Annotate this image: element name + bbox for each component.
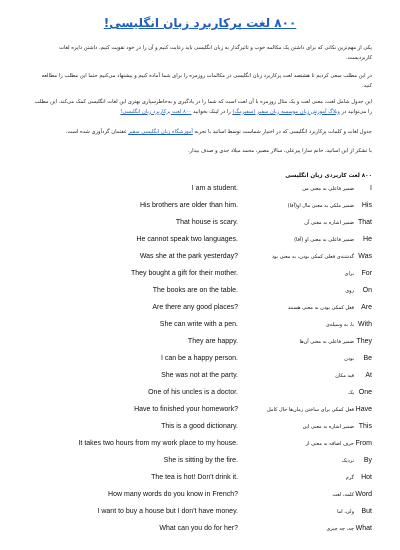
example-sentence: They bought a gift for their mother. xyxy=(130,270,238,277)
example-sentence: She is sitting by the fire. xyxy=(163,457,238,464)
intro-paragraph-3-text-a: این جدول شامل لغت، معنی لغت و یک مثال روزمره با آن لغت است که شما را در یادگیری و به‌خاطرسپاری بهتری این لغات انگلیسی کمک می‌کند. این مطلب را می‌توانید در xyxy=(34,99,372,115)
table-row xyxy=(40,421,372,433)
example-sentence: They are happy. xyxy=(187,338,238,345)
vocabulary-word: But xyxy=(361,508,372,515)
table-row xyxy=(40,387,372,399)
table-row xyxy=(40,217,372,229)
table-row xyxy=(40,353,372,365)
table-row xyxy=(40,319,372,331)
table-row xyxy=(40,268,372,280)
example-sentence: This is a good dictionary. xyxy=(161,423,238,430)
table-heading: ۸۰۰ لغت کاربردی زبان انگلیسی xyxy=(285,173,372,179)
vocabulary-word: What xyxy=(355,525,372,532)
word-meaning: ضمیر فاعلی به معنی من xyxy=(302,186,354,192)
table-row xyxy=(40,404,372,416)
word-meaning: نزدیک xyxy=(341,458,354,464)
intro-paragraph-2: در این مطلب سعی کردیم تا هشتصد لغت پرکاربرد زبان انگلیسی در مکالمات روزمره را برای شما آماده کنیم و پیشنهاد می‌کنیم حتما این مطلب را مطالعه کنید. xyxy=(41,73,372,89)
word-meaning: ضمیر اشاره به معنی آن xyxy=(304,220,354,226)
example-sentence: I want to buy a house but I don't have money. xyxy=(97,508,238,515)
word-meaning: یک xyxy=(348,390,354,396)
vocabulary-word: Hot xyxy=(361,474,372,481)
vocabulary-word: On xyxy=(362,287,372,294)
vocabulary-word: He xyxy=(363,236,372,243)
table-row xyxy=(40,251,372,263)
word-meaning: روی xyxy=(345,288,354,294)
word-meaning: ضمیر فاعلی به معنی او (آقا) xyxy=(294,237,354,243)
table-row xyxy=(40,370,372,382)
word-meaning: ضمیر ملکی به معنی مال او(آقا) xyxy=(287,203,354,209)
intro-paragraph-1: یکی از مهم‌ترین نکاتی که برای داشتن یک مکالمه خوب و تاثیرگذار به زبان انگلیسی باید رعایت کنیم و آن را در خود تقویت کنیم، داشتن دایره لغات کاربردیست. xyxy=(59,45,372,61)
word-meaning: فعل کمکی برای ساختن زمان‌ها حال کامل xyxy=(267,407,354,413)
vocabulary-word: With xyxy=(358,321,372,328)
word-meaning: حرف اضافه به معنی از xyxy=(305,441,354,447)
word-meaning: ولی، اما xyxy=(337,509,354,515)
table-row xyxy=(40,336,372,348)
intro-paragraph-4 xyxy=(32,128,372,138)
word-meaning: ضمیر فاعلی به معنی آن‌ها xyxy=(299,339,354,345)
sefirmag-blog-link[interactable]: وبلاگ آموزش زبان موسسه زبان سفیر (سفیرمگ) xyxy=(232,108,340,115)
word-meaning: گذشته‌ی فعلی کمکی بودن، به معنی بود xyxy=(271,254,354,260)
example-sentence: Was she at the park yesterday? xyxy=(139,253,238,260)
example-sentence: Are there any good places? xyxy=(152,304,238,311)
vocabulary-word: This xyxy=(358,423,372,430)
example-sentence: The books are on the table. xyxy=(152,287,238,294)
word-meaning: ضمیر اشاره به معنی این xyxy=(302,424,354,430)
page-title: ۸۰۰ لغت پرکاربرد زبان انگلیسی! xyxy=(103,16,297,30)
example-sentence: She can write with a pen. xyxy=(159,321,238,328)
intro-paragraph-3-text-b: را در لینک بخوانید xyxy=(193,108,231,115)
vocabulary-word: Are xyxy=(361,304,372,311)
example-sentence: The tea is hot! Don't drink it. xyxy=(151,474,238,481)
example-sentence: What can you do for her? xyxy=(159,525,238,532)
vocabulary-word: By xyxy=(363,457,372,464)
example-sentence: I am a student. xyxy=(191,185,238,192)
table-row xyxy=(40,183,372,195)
word-meaning: قید مکان xyxy=(335,373,354,379)
word-meaning: گرم xyxy=(345,475,354,481)
table-row xyxy=(40,234,372,246)
vocabulary-word: His xyxy=(361,202,372,209)
word-meaning: بودن xyxy=(344,356,354,362)
vocabulary-word: Was xyxy=(358,253,372,260)
vocabulary-word: Word xyxy=(355,491,372,498)
table-row xyxy=(40,506,372,518)
vocabulary-word: Be xyxy=(363,355,372,362)
intro-paragraph-5: با تشکر از این اساتید، خانم سارا پیرعلی، سالار مصیر، محمد میلاد جدی و صدف بیدار. xyxy=(187,148,372,154)
word-meaning: برای xyxy=(344,271,354,277)
table-row xyxy=(40,489,372,501)
table-row xyxy=(40,438,372,450)
table-row xyxy=(40,200,372,212)
table-row xyxy=(40,455,372,467)
example-sentence: One of his uncles is a doctor. xyxy=(148,389,238,396)
intro-paragraph-4-text-a: جدول لغات و کلمات پرکاربرد انگلیسی که در اختیار شماست توسط اساتید با تجربه xyxy=(194,129,372,135)
vocabulary-word: For xyxy=(361,270,372,277)
word-meaning: با، به وسیله‌ی xyxy=(325,322,354,328)
vocabulary-word: Have xyxy=(355,406,372,413)
vocabulary-word: From xyxy=(355,440,372,447)
example-sentence: She was not at the party. xyxy=(161,372,238,379)
table-row xyxy=(40,302,372,314)
sefir-institute-link[interactable]: آموزشگاه زبان انگلیسی سفیر xyxy=(128,129,193,135)
example-sentence: That house is scary. xyxy=(175,219,238,226)
example-sentence: Have to finished your homework? xyxy=(134,406,238,413)
example-sentence: I can be a happy person. xyxy=(160,355,238,362)
example-sentence: It takes two hours from my work place to my house. xyxy=(78,440,238,447)
example-sentence: How many words do you know in French? xyxy=(108,491,238,498)
example-sentence: His brothers are older than him. xyxy=(139,202,238,209)
vocabulary-word: I xyxy=(370,185,372,192)
vocabulary-word: They xyxy=(356,338,372,345)
word-meaning: فعل کمکی بودن به معنی هستند xyxy=(287,305,354,311)
vocabulary-word: That xyxy=(357,219,372,226)
intro-paragraph-3 xyxy=(32,98,372,117)
example-sentence: He cannot speak two languages. xyxy=(136,236,238,243)
vocabulary-word: One xyxy=(358,389,372,396)
table-row xyxy=(40,472,372,484)
vocabulary-word: At xyxy=(365,372,372,379)
table-row xyxy=(40,523,372,535)
word-meaning: کلمه، لغت xyxy=(332,492,354,498)
table-row xyxy=(40,285,372,297)
intro-paragraph-4-text-b: غفتمان گردآوری شده است. xyxy=(65,129,127,135)
word-meaning: چه، چه چیزی xyxy=(326,526,354,532)
article-link[interactable]: ۸۰۰ لغت پرکاربرد زبان انگلیسی! xyxy=(120,108,192,115)
